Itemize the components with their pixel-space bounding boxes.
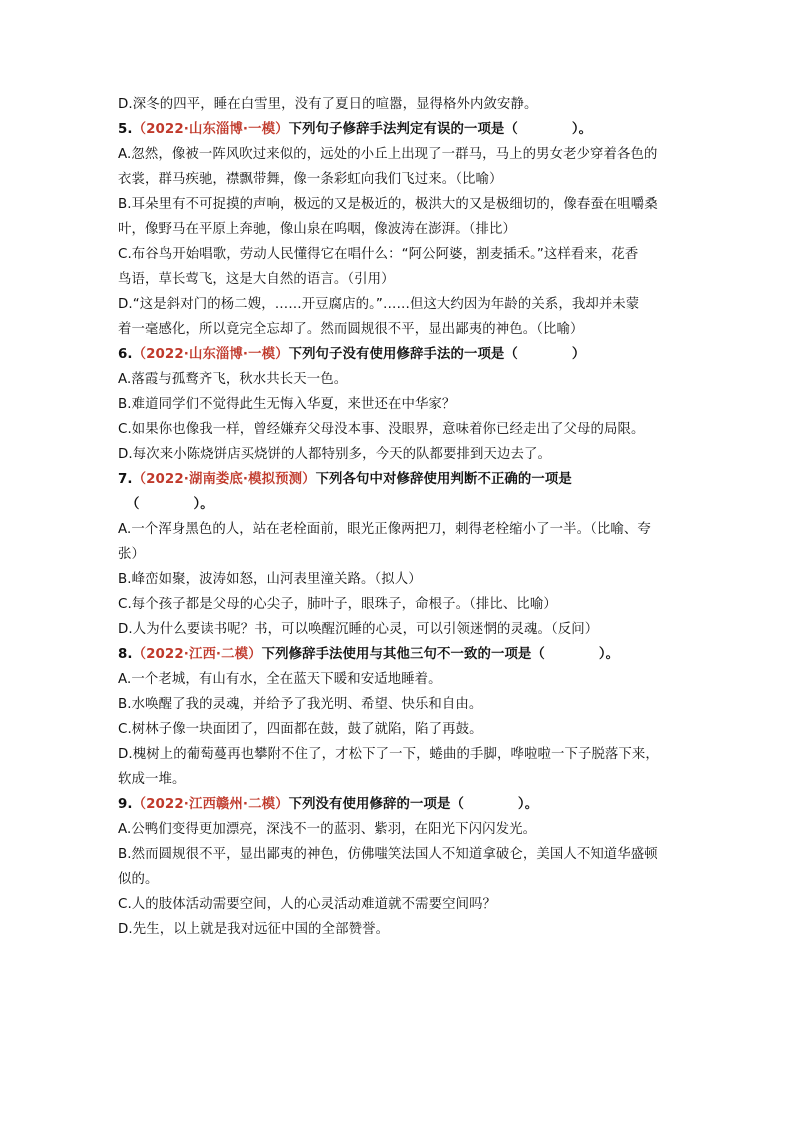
option-line: A.落霞与孤鹜齐飞，秋水共长天一色。: [118, 372, 348, 387]
option-line: A.一个老城，有山有水，全在蓝天下暖和安适地睡着。: [118, 672, 442, 687]
question-9-header: [118, 792, 688, 817]
question-6-header: [118, 342, 688, 367]
option-line: A.公鸭们变得更加漂亮，深浅不一的蓝羽、紫羽，在阳光下闪闪发光。: [118, 822, 537, 837]
option-line: C.布谷鸟开始唱歌，劳动人民懂得它在唱什么：“阿公阿婆，割麦插禾。”这样看来，花香: [118, 247, 639, 262]
question-number: 7.: [118, 472, 133, 487]
question-stem: 下列句子修辞手法判定有误的一项是（ ）。: [288, 122, 593, 137]
option-line: C.每个孩子都是父母的心尖子，肺叶子，眼珠子，命根子。（排比、比喻）: [118, 597, 557, 612]
option-line: B.水唤醒了我的灵魂，并给予了我光明、希望、快乐和自由。: [118, 697, 483, 712]
question-source: （2022·湖南娄底·模拟预测）: [132, 472, 316, 487]
option-line: C.人的肢体活动需要空间，人的心灵活动难道就不需要空间吗？: [118, 897, 497, 912]
option-line: D.深冬的四平，睡在白雪里，没有了夏日的喧嚣，显得格外内敛安静。: [118, 97, 538, 112]
question-8-header: [118, 642, 688, 667]
question-source: （2022·山东淄博·一模）: [132, 347, 289, 362]
question-number: 9.: [118, 797, 133, 812]
option-line: 衣裳，群马疾驰，襟飘带舞，像一条彩虹向我们飞过来。（比喻）: [118, 172, 503, 187]
question-stem: 下列各句中对修辞使用判断不正确的一项是: [315, 472, 572, 487]
question-7-header: [118, 467, 688, 492]
option-line: B.峰峦如聚，波涛如怒，山河表里潼关路。（拟人）: [118, 572, 422, 587]
option-line: C.树林子像一块面团了，四面都在鼓，鼓了就陷，陷了再鼓。: [118, 722, 483, 737]
option-line: 软成一堆。: [118, 772, 186, 787]
question-stem-continued: （ ）。: [126, 497, 214, 512]
option-line: B.难道同学们不觉得此生无悔入华夏，来世还在中华家？: [118, 397, 456, 412]
question-source: （2022·江西·二模）: [132, 647, 262, 662]
option-line: D.“这是斜对门的杨二嫂，……开豆腐店的。”……但这大约因为年龄的关系，我却并未蒙: [118, 297, 640, 312]
document-page: [118, 92, 688, 942]
question-stem: 下列句子没有使用修辞手法的一项是（ ）: [288, 347, 586, 362]
option-line: B.耳朵里有不可捉摸的声响，极远的又是极近的，极洪大的又是极细切的，像春蚕在咀嚼桑: [118, 197, 658, 212]
question-number: 5.: [118, 122, 133, 137]
question-number: 6.: [118, 347, 133, 362]
option-line: D.槐树上的葡萄蔓再也攀附不住了，才松下了一下，蜷曲的手脚，哗啦啦一下子脱落下来，: [118, 747, 659, 762]
option-line: B.然而圆规很不平，显出鄙夷的神色，仿佛嗤笑法国人不知道拿破仑，美国人不知道华盛顿: [118, 847, 658, 862]
option-line: 鸟语，草长莺飞，这是大自然的语言。（引用）: [118, 272, 395, 287]
question-stem: 下列没有使用修辞的一项是（ ）。: [288, 797, 539, 812]
question-stem: 下列修辞手法使用与其他三句不一致的一项是（ ）。: [261, 647, 620, 662]
option-line: 张）: [118, 547, 145, 562]
question-5-header: [118, 117, 688, 142]
option-line: 叶，像野马在平原上奔驰，像山泉在呜咽，像波涛在澎湃。（排比）: [118, 222, 517, 237]
option-line: 着一毫感化，所以竟完全忘却了。然而圆规很不平，显出鄙夷的神色。（比喻）: [118, 322, 584, 337]
option-line: D.人为什么要读书呢？书，可以唤醒沉睡的心灵，可以引领迷惘的灵魂。（反问）: [118, 622, 599, 637]
option-line: D.先生，以上就是我对远征中国的全部赞誉。: [118, 922, 390, 937]
option-line: A.忽然，像被一阵风吹过来似的，远处的小丘上出现了一群马，马上的男女老少穿着各色的: [118, 147, 658, 162]
option-line: C.如果你也像我一样，曾经嫌弃父母没本事、没眼界，意味着你已经走出了父母的局限。: [118, 422, 645, 437]
option-line: D.每次来小陈烧饼店买烧饼的人都特别多，今天的队都要排到天边去了。: [118, 447, 551, 462]
question-source: （2022·江西赣州·二模）: [132, 797, 289, 812]
question-number: 8.: [118, 647, 133, 662]
option-line: 似的。: [118, 872, 159, 887]
option-line: A.一个浑身黑色的人，站在老栓面前，眼光正像两把刀，刺得老栓缩小了一半。（比喻、夸: [118, 522, 651, 537]
question-source: （2022·山东淄博·一模）: [132, 122, 289, 137]
